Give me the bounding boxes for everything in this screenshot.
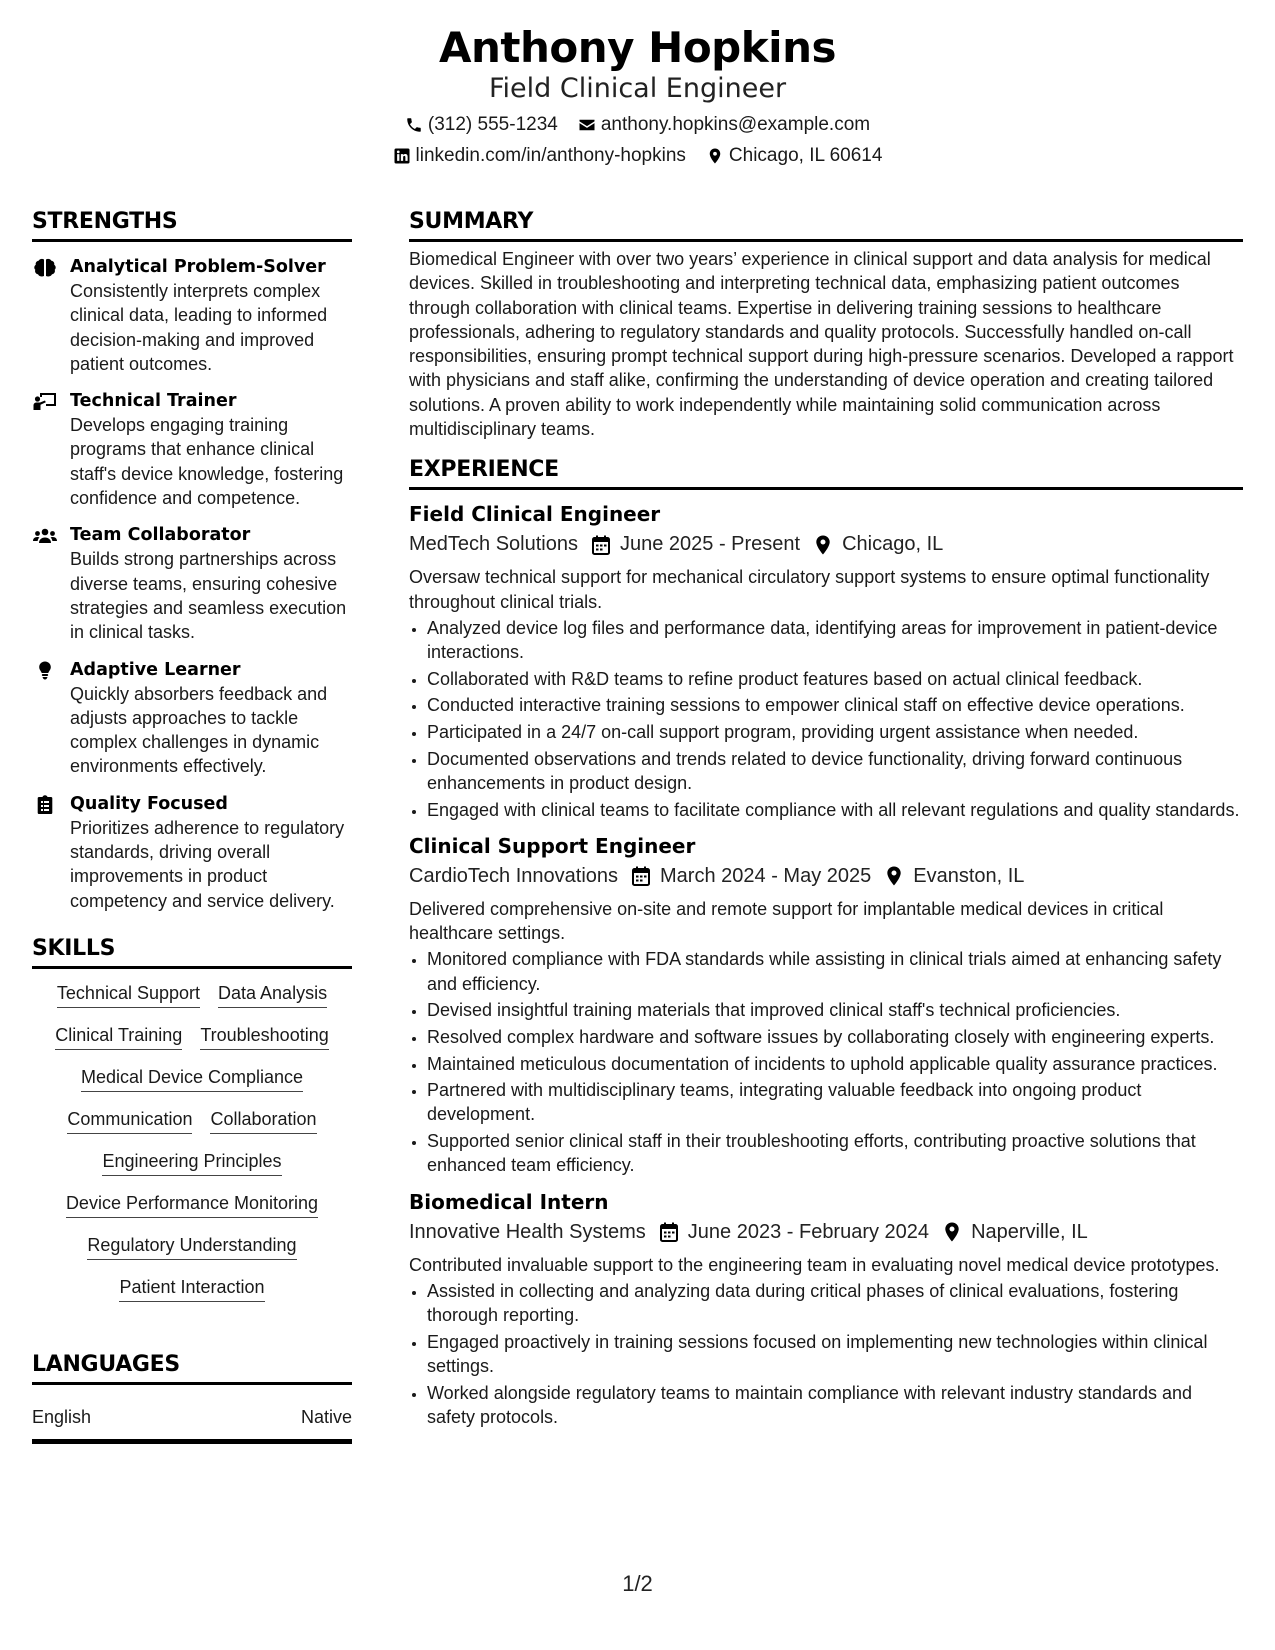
skill-tag: Regulatory Understanding bbox=[87, 1233, 296, 1260]
calendar-icon bbox=[660, 1222, 678, 1242]
job-entry bbox=[409, 833, 1243, 1178]
job-dates: June 2023 - February 2024 bbox=[687, 1220, 930, 1243]
skill-row bbox=[67, 1107, 316, 1134]
job-bullet: • Conducted interactive training sessions to empower clinical staff on effective device operations. bbox=[427, 693, 1243, 717]
strength-item bbox=[32, 523, 352, 644]
strength-description: Prioritizes adherence to regulatory standards, driving overall improvements in product competency and service delivery. bbox=[70, 817, 345, 911]
strength-title: Technical Trainer bbox=[70, 391, 237, 412]
strengths-heading: STRENGTHS bbox=[32, 208, 352, 242]
job-title: Field Clinical Engineer bbox=[409, 502, 661, 527]
job-bullet: • Assisted in collecting and analyzing data during critical phases of clinical evaluations, fostering thorough reporting. bbox=[427, 1279, 1243, 1328]
job-bullet: • Resolved complex hardware and software issues by collaborating closely with engineering experts. bbox=[427, 1025, 1243, 1049]
calendar-icon bbox=[592, 535, 610, 555]
job-entry bbox=[409, 501, 1243, 821]
brain-icon bbox=[33, 258, 57, 277]
job-description: Oversaw technical support for mechanical circulatory support systems to ensure optimal functionality throughout clinical trials. bbox=[409, 567, 1210, 612]
job-title: Clinical Support Engineer bbox=[409, 833, 696, 858]
skills-heading: SKILLS bbox=[32, 935, 352, 969]
skills-list bbox=[32, 981, 352, 1317]
job-title: Biomedical Intern bbox=[409, 1189, 609, 1214]
job-bullet: • Collaborated with R&D teams to refine product features based on actual clinical feedback. bbox=[427, 667, 1243, 691]
language-name: English bbox=[32, 1406, 92, 1427]
phone-icon bbox=[405, 116, 423, 134]
language-item bbox=[32, 1405, 352, 1444]
candidate-title: Field Clinical Engineer bbox=[488, 73, 787, 104]
users-icon bbox=[33, 526, 57, 545]
strength-title: Analytical Problem-Solver bbox=[70, 257, 326, 277]
job-bullet: • Monitored compliance with FDA standards while assisting in clinical trials aimed at enhancing safety and efficiency. bbox=[427, 947, 1243, 996]
resume-header bbox=[0, 22, 1275, 167]
strength-item bbox=[32, 792, 352, 913]
job-meta bbox=[409, 531, 1243, 558]
strength-item bbox=[32, 389, 352, 510]
map-marker-icon bbox=[814, 535, 832, 555]
skill-tag: Technical Support bbox=[57, 981, 200, 1008]
job-bullet: • Engaged with clinical teams to facilitate compliance with all relevant regulations and quality standards. bbox=[427, 798, 1243, 822]
strength-title: Quality Focused bbox=[70, 793, 228, 814]
skill-row bbox=[57, 981, 327, 1008]
map-marker-icon bbox=[943, 1222, 961, 1242]
strength-title: Adaptive Learner bbox=[70, 659, 241, 680]
job-bullet: • Supported senior clinical staff in their troubleshooting efforts, contributing proactive solutions that enhanced team efficiency. bbox=[427, 1129, 1243, 1178]
candidate-name: Anthony Hopkins bbox=[439, 23, 836, 72]
job-location: Chicago, IL bbox=[842, 533, 944, 556]
skill-row bbox=[81, 1065, 303, 1092]
lightbulb-icon bbox=[33, 661, 57, 680]
job-dates: June 2025 - Present bbox=[619, 533, 801, 556]
language-level: Native bbox=[300, 1406, 352, 1427]
map-marker-icon bbox=[706, 147, 724, 165]
job-dates: March 2024 - May 2025 bbox=[660, 864, 872, 887]
chalkboard-teacher-icon bbox=[33, 392, 57, 411]
linkedin-contact[interactable] bbox=[393, 145, 686, 167]
job-location: Naperville, IL bbox=[971, 1220, 1088, 1243]
map-marker-icon bbox=[885, 866, 903, 886]
strength-description: Consistently interprets complex clinical data, leading to informed decision-making and improved patient outcomes. bbox=[70, 281, 328, 374]
skill-row bbox=[66, 1191, 318, 1218]
job-company: Innovative Health Systems bbox=[409, 1220, 646, 1243]
strength-item bbox=[32, 255, 352, 376]
skill-tag: Data Analysis bbox=[218, 981, 327, 1008]
skill-tag: Communication bbox=[67, 1107, 192, 1134]
skill-tag: Medical Device Compliance bbox=[81, 1065, 303, 1092]
skill-tag: Device Performance Monitoring bbox=[66, 1191, 318, 1218]
skill-row bbox=[55, 1023, 328, 1050]
skill-row bbox=[119, 1275, 264, 1302]
location-contact bbox=[706, 145, 883, 167]
linkedin-icon bbox=[393, 147, 411, 165]
strength-title: Team Collaborator bbox=[70, 525, 251, 546]
skill-row bbox=[87, 1233, 296, 1260]
job-meta bbox=[409, 1219, 1243, 1246]
job-bullet: • Partnered with multidisciplinary teams, integrating valuable feedback into ongoing product development. bbox=[427, 1078, 1243, 1127]
left-column bbox=[32, 208, 352, 1444]
email-contact[interactable] bbox=[578, 114, 870, 136]
skill-tag: Clinical Training bbox=[55, 1023, 182, 1050]
strength-item bbox=[32, 658, 352, 779]
job-bullet: • Worked alongside regulatory teams to maintain compliance with relevant industry standards and safety protocols. bbox=[427, 1381, 1243, 1430]
clipboard-list-icon bbox=[33, 795, 57, 814]
strength-description: Develops engaging training programs that enhance clinical staff's device knowledge, fostering confidence and competence. bbox=[70, 415, 344, 509]
phone-text: (312) 555-1234 bbox=[427, 114, 558, 135]
phone-contact bbox=[405, 114, 558, 136]
right-column bbox=[409, 208, 1243, 1432]
job-description: Contributed invaluable support to the engineering team in evaluating novel medical device prototypes. bbox=[409, 1254, 1220, 1275]
job-description: Delivered comprehensive on-site and remote support for implantable medical devices in critical healthcare settings. bbox=[409, 898, 1164, 944]
summary-heading: SUMMARY bbox=[409, 208, 1243, 242]
contact-row-1 bbox=[0, 114, 1275, 136]
job-bullet: • Devised insightful training materials that improved clinical staff's technical proficiencies. bbox=[427, 998, 1243, 1022]
skill-tag: Engineering Principles bbox=[102, 1149, 281, 1176]
job-bullets bbox=[409, 947, 1243, 1177]
job-bullet: • Participated in a 24/7 on-call support program, providing urgent assistance when needed. bbox=[427, 720, 1243, 744]
strength-description: Quickly absorbers feedback and adjusts approaches to tackle complex challenges in dynamic environments effectively. bbox=[70, 683, 328, 777]
page-number: 1/2 bbox=[622, 1571, 653, 1596]
summary-text: Biomedical Engineer with over two years’ experience in clinical support and data analysis for medical devices. Skilled in troubleshooting and interpreting technical data, emphasizing patient outcomes through collaboration with clinical teams. Expertise in delivering training sessions to healthcare professionals, adhering to regulatory standards and quality protocols. Successfully handled on-call responsibilities, ensuring prompt technical support during high-pressure scenarios. Developed a rapport with physicians and staff alike, confirming the understanding of device operation and creating tailored solutions. A proven ability to work independently while maintaining solid communication across multidisciplinary teams. bbox=[409, 249, 1234, 440]
contact-row-2 bbox=[0, 145, 1275, 167]
job-bullets bbox=[409, 616, 1243, 822]
job-bullet: • Maintained meticulous documentation of incidents to uphold applicable quality assurance practices. bbox=[427, 1052, 1243, 1076]
linkedin-text[interactable]: linkedin.com/in/anthony-hopkins bbox=[415, 145, 686, 166]
job-meta bbox=[409, 863, 1243, 890]
job-bullet: • Analyzed device log files and performance data, identifying areas for improvement in patient-device interactions. bbox=[427, 616, 1243, 665]
envelope-icon bbox=[578, 116, 596, 134]
email-text[interactable]: anthony.hopkins@example.com bbox=[600, 114, 871, 135]
strength-description: Builds strong partnerships across diverse teams, ensuring cohesive strategies and seamless execution in clinical tasks. bbox=[70, 549, 347, 643]
job-entry bbox=[409, 1189, 1243, 1430]
job-bullet: • Engaged proactively in training sessions focused on implementing new technologies within clinical settings. bbox=[427, 1330, 1243, 1379]
job-bullet: • Documented observations and trends related to device functionality, driving forward continuous enhancements in product design. bbox=[427, 747, 1243, 796]
skill-tag: Collaboration bbox=[210, 1107, 316, 1134]
skill-tag: Patient Interaction bbox=[119, 1275, 264, 1302]
job-location: Evanston, IL bbox=[913, 864, 1025, 887]
languages-heading: LANGUAGES bbox=[32, 1351, 352, 1385]
job-bullets bbox=[409, 1279, 1243, 1429]
job-company: CardioTech Innovations bbox=[409, 864, 619, 887]
experience-heading: EXPERIENCE bbox=[409, 456, 1243, 490]
skill-row bbox=[102, 1149, 281, 1176]
location-text: Chicago, IL 60614 bbox=[728, 145, 883, 166]
skill-tag: Troubleshooting bbox=[200, 1023, 328, 1050]
job-company: MedTech Solutions bbox=[409, 533, 578, 556]
calendar-icon bbox=[632, 866, 650, 886]
